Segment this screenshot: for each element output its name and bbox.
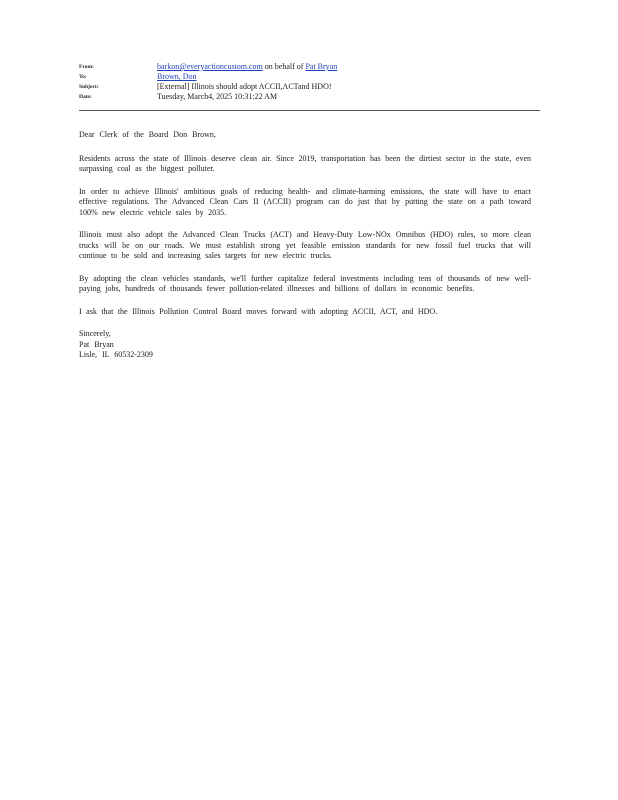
letter-greeting: Dear Clerk of the Board Don Brown, xyxy=(79,130,216,139)
letter-paragraph-5: I ask that the Illinois Pollution Control Board moves forward with adopting ACCII, ACT, and HDO. xyxy=(79,306,438,316)
header-date-row xyxy=(79,92,539,102)
to-value-link[interactable]: Brown, Don xyxy=(157,72,197,81)
header-subject-row xyxy=(79,82,539,92)
email-header xyxy=(79,62,539,102)
letter-body xyxy=(79,130,531,361)
letter-sender-address: Lisle, IL 60532-2309 xyxy=(79,350,153,359)
header-to-row xyxy=(79,72,539,82)
subject-label: Subject: xyxy=(79,84,99,90)
from-on-behalf-text: on behalf of xyxy=(262,62,306,71)
letter-closing: Sincerely, xyxy=(79,329,111,338)
header-from-row xyxy=(79,62,539,72)
header-divider xyxy=(79,110,540,111)
letter-paragraph-4: By adopting the clean vehicles standards, we'll further capitalize federal investments including tens of thousands of new well-paying jobs, hundreds of thousands fewer pollution-related illnesses and billions of dollars in economic benefits. xyxy=(79,273,531,293)
from-value xyxy=(157,62,337,72)
to-label: To: xyxy=(79,74,87,80)
from-label: From: xyxy=(79,64,94,70)
letter-paragraph-2: In order to achieve Illinois' ambitious goals of reducing health- and climate-harming emissions, the state will have to enact effective regulations. The Advanced Clean Cars II (ACCII) program can do just that by putting the state on a path toward 100% new electric vehicle sales by 2035. xyxy=(79,186,531,217)
from-name-link[interactable]: Pat Bryan xyxy=(305,62,338,71)
letter-sender-name: Pat Bryan xyxy=(79,339,114,349)
date-label: Date: xyxy=(79,94,92,100)
letter-paragraph-1: Residents across the state of Illinois deserve clean air. Since 2019, transportation has been the dirtiest sector in the state, even surpassing coal as the biggest polluter. xyxy=(79,153,531,173)
subject-value: [External] Illinois should adopt ACCII,ACTand HDO! xyxy=(157,82,332,91)
letter-paragraph-3: Illinois must also adopt the Advanced Clean Trucks (ACT) and Heavy-Duty Low-NOx Omnibus (HDO) rules, so more clean trucks will be on our roads. We must establish strong yet feasible emission standards for new fossil fuel trucks that will continue to be sold and increasing sales targets for new electric trucks. xyxy=(79,230,531,260)
date-value: Tuesday, March4, 2025 10:31:22 AM xyxy=(157,92,278,101)
from-email-link[interactable]: barkon@everyactioncustom.com xyxy=(157,62,263,71)
